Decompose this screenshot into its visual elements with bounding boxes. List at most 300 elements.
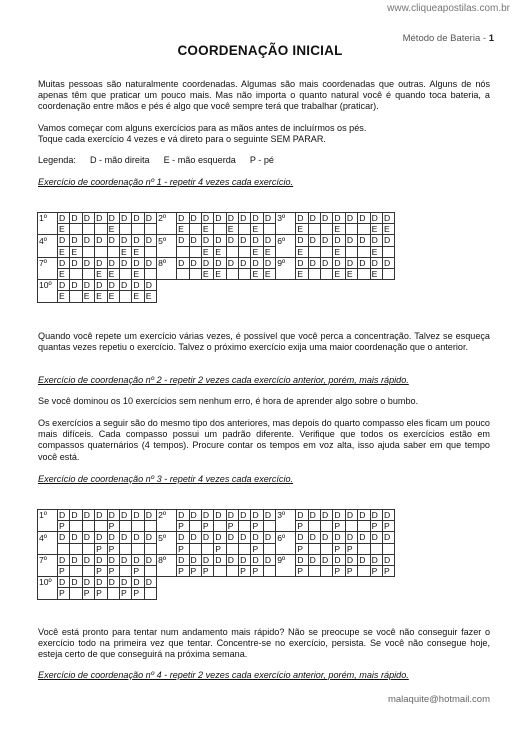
- exercise-number: 8º: [157, 554, 177, 565]
- accent-cell: [107, 246, 119, 257]
- accent-cell: [226, 246, 238, 257]
- accent-cell: [144, 588, 156, 599]
- grid-empty: [201, 577, 213, 588]
- exercise-number-cell: [38, 543, 58, 554]
- accent-cell: [189, 224, 201, 235]
- exercise-number: 5º: [157, 532, 177, 543]
- exercise-number-cell: [276, 268, 296, 279]
- hand-cell: D: [263, 510, 275, 521]
- exercise-number-cell: [157, 268, 177, 279]
- legend-e: E - mão esquerda: [163, 155, 236, 165]
- hand-cell: D: [251, 257, 263, 268]
- hand-cell: D: [308, 235, 320, 246]
- hand-cell: D: [177, 257, 189, 268]
- accent-cell: P: [58, 521, 70, 532]
- exercise-number: 2º: [157, 510, 177, 521]
- grid-empty: [321, 577, 333, 588]
- grid-empty: [276, 588, 296, 599]
- grid-empty: [370, 291, 382, 302]
- start-line-1: Vamos começar com alguns exercícios para as mãos antes de incluírmos os pés.: [38, 123, 367, 133]
- accent-cell: [382, 246, 394, 257]
- hand-cell: D: [58, 257, 70, 268]
- hand-cell: D: [119, 280, 131, 291]
- accent-cell: P: [132, 565, 144, 576]
- hand-cell: D: [308, 532, 320, 543]
- accent-cell: [177, 246, 189, 257]
- accent-cell: P: [58, 565, 70, 576]
- hand-cell: D: [95, 280, 107, 291]
- page-title: COORDENAÇÃO INICIAL: [177, 43, 343, 58]
- accent-cell: E: [382, 224, 394, 235]
- accent-cell: [226, 268, 238, 279]
- accent-cell: [189, 246, 201, 257]
- exercise-number: 8º: [157, 257, 177, 268]
- hand-cell: D: [382, 213, 394, 224]
- accent-cell: P: [333, 521, 345, 532]
- grid-empty: [333, 280, 345, 291]
- accent-cell: E: [132, 291, 144, 302]
- accent-cell: E: [201, 268, 213, 279]
- exercise-number-cell: [38, 521, 58, 532]
- grid-empty: [382, 588, 394, 599]
- grid-empty: [226, 588, 238, 599]
- accent-cell: [70, 224, 82, 235]
- hand-cell: D: [358, 510, 370, 521]
- hand-cell: D: [333, 257, 345, 268]
- grid-empty: [370, 280, 382, 291]
- grid-empty: [382, 280, 394, 291]
- hand-cell: D: [119, 510, 131, 521]
- grid-empty: [358, 577, 370, 588]
- hand-cell: D: [82, 577, 94, 588]
- exercise-1-title: Exercício de coordenação nº 1 - repetir 4 vezes cada exercício.: [38, 177, 294, 187]
- grid-empty: [321, 291, 333, 302]
- site-url: www.cliqueapostilas.com.br: [387, 3, 510, 14]
- hand-cell: D: [58, 235, 70, 246]
- grid-empty: [263, 577, 275, 588]
- exercise-number: 3º: [276, 510, 296, 521]
- hand-cell: D: [95, 235, 107, 246]
- hand-cell: D: [201, 235, 213, 246]
- exercise-number-cell: [157, 565, 177, 576]
- accent-cell: E: [58, 224, 70, 235]
- accent-cell: E: [58, 291, 70, 302]
- accent-cell: [70, 291, 82, 302]
- grid-empty: [157, 291, 177, 302]
- hand-cell: D: [201, 257, 213, 268]
- exercise-number: 1º: [38, 213, 58, 224]
- hand-cell: D: [119, 213, 131, 224]
- exercise-number-cell: [276, 543, 296, 554]
- hand-cell: D: [321, 510, 333, 521]
- hand-cell: D: [263, 532, 275, 543]
- exercise-number: 7º: [38, 257, 58, 268]
- grid-empty: [345, 588, 357, 599]
- hand-cell: D: [144, 213, 156, 224]
- hand-cell: D: [70, 235, 82, 246]
- grid-empty: [333, 577, 345, 588]
- accent-cell: E: [296, 224, 308, 235]
- exercise-number-cell: [38, 246, 58, 257]
- accent-cell: P: [251, 565, 263, 576]
- accent-cell: P: [82, 588, 94, 599]
- accent-cell: P: [177, 565, 189, 576]
- accent-cell: [358, 521, 370, 532]
- grid-empty: [214, 588, 226, 599]
- accent-cell: [70, 521, 82, 532]
- accent-cell: [382, 268, 394, 279]
- accent-cell: [119, 543, 131, 554]
- hand-cell: D: [239, 257, 251, 268]
- hand-cell: D: [119, 257, 131, 268]
- accent-cell: P: [333, 565, 345, 576]
- accent-cell: [226, 543, 238, 554]
- grid-empty: [296, 291, 308, 302]
- accent-cell: P: [95, 588, 107, 599]
- grid-empty: [276, 577, 296, 588]
- exercise-number-cell: [38, 291, 58, 302]
- hand-cell: D: [263, 257, 275, 268]
- grid-empty: [333, 588, 345, 599]
- accent-cell: E: [214, 246, 226, 257]
- grid-empty: [239, 280, 251, 291]
- hand-cell: D: [239, 235, 251, 246]
- exercise-number-cell: [38, 224, 58, 235]
- hand-cell: D: [358, 554, 370, 565]
- hand-cell: D: [58, 213, 70, 224]
- accent-cell: E: [333, 224, 345, 235]
- exercise-number: 6º: [276, 235, 296, 246]
- grid-empty: [157, 588, 177, 599]
- hand-cell: D: [296, 554, 308, 565]
- accent-cell: [308, 565, 320, 576]
- hand-cell: D: [321, 257, 333, 268]
- grid-empty: [251, 588, 263, 599]
- accent-cell: [82, 246, 94, 257]
- accent-cell: [263, 224, 275, 235]
- accent-cell: [345, 246, 357, 257]
- hand-cell: D: [263, 213, 275, 224]
- accent-cell: E: [95, 268, 107, 279]
- exercise-4-title: Exercício de coordenação nº 4 - repetir 2 vezes cada exercício anterior, porém, mais rápido.: [38, 670, 409, 680]
- accent-cell: [119, 565, 131, 576]
- accent-cell: [239, 224, 251, 235]
- grid-empty: [358, 588, 370, 599]
- hand-cell: D: [82, 510, 94, 521]
- hand-cell: D: [333, 235, 345, 246]
- hand-cell: D: [370, 510, 382, 521]
- accent-cell: E: [251, 224, 263, 235]
- exercise-number-cell: [157, 224, 177, 235]
- accent-cell: E: [95, 291, 107, 302]
- accent-cell: [358, 565, 370, 576]
- grid-empty: [201, 588, 213, 599]
- hand-cell: D: [333, 532, 345, 543]
- accent-cell: P: [119, 588, 131, 599]
- grid-empty: [239, 588, 251, 599]
- hand-cell: D: [95, 213, 107, 224]
- accent-cell: [308, 543, 320, 554]
- grid-empty: [321, 280, 333, 291]
- accent-cell: [144, 565, 156, 576]
- hand-cell: D: [296, 532, 308, 543]
- accent-cell: [370, 543, 382, 554]
- grid-empty: [177, 577, 189, 588]
- exercise-number-cell: [276, 246, 296, 257]
- exercise-number-cell: [38, 565, 58, 576]
- grid-empty: [214, 577, 226, 588]
- exercise-number: 4º: [38, 235, 58, 246]
- page-number: 1: [488, 33, 494, 44]
- accent-cell: [226, 565, 238, 576]
- hand-cell: D: [144, 257, 156, 268]
- hand-cell: D: [70, 577, 82, 588]
- accent-cell: [107, 588, 119, 599]
- grid-empty: [157, 577, 177, 588]
- mastered-paragraph: Se você dominou os 10 exercícios sem nenhum erro, é hora de aprender algo sobre o bumbo.: [38, 396, 419, 406]
- hand-cell: D: [107, 280, 119, 291]
- accent-cell: P: [251, 543, 263, 554]
- hand-cell: D: [321, 554, 333, 565]
- accent-cell: E: [263, 268, 275, 279]
- accent-cell: P: [95, 565, 107, 576]
- accent-cell: P: [58, 588, 70, 599]
- accent-cell: P: [177, 543, 189, 554]
- accent-cell: E: [251, 268, 263, 279]
- grid-empty: [296, 280, 308, 291]
- exercise-number-cell: [276, 224, 296, 235]
- exercise-number: 7º: [38, 554, 58, 565]
- hand-cell: D: [82, 213, 94, 224]
- hand-cell: D: [132, 280, 144, 291]
- hand-cell: D: [144, 532, 156, 543]
- hand-cell: D: [321, 532, 333, 543]
- accent-cell: E: [226, 224, 238, 235]
- accent-cell: [189, 543, 201, 554]
- accent-cell: [321, 246, 333, 257]
- grid-empty: [214, 280, 226, 291]
- hand-cell: D: [177, 510, 189, 521]
- legend: [38, 155, 490, 166]
- hand-cell: D: [177, 213, 189, 224]
- exercise-number-cell: [157, 521, 177, 532]
- intro-paragraph: Muitas pessoas são naturalmente coordenadas. Algumas são mais coordenadas que outras. Alguns de nós apenas têm que praticar um pouco mais. Mas não importa o quanto natural você é quando toca bateria, a coordenação entre mãos e pés é algo que você sempre terá que trabalhar (praticar).: [38, 79, 490, 112]
- hand-cell: D: [177, 235, 189, 246]
- concentration-paragraph: Quando você repete um exercício várias vezes, é possível que você perca a concentração. Talvez se esqueça quantas vezes repetiu o exercício. Talvez o próximo exercício exija uma maior coordenação que o anterior.: [38, 331, 490, 353]
- hand-cell: D: [201, 213, 213, 224]
- accent-cell: [132, 224, 144, 235]
- accent-cell: [144, 224, 156, 235]
- accent-cell: E: [107, 268, 119, 279]
- exercise-number-cell: [276, 565, 296, 576]
- grid-empty: [157, 280, 177, 291]
- hand-cell: D: [358, 213, 370, 224]
- hand-cell: D: [70, 510, 82, 521]
- accent-cell: P: [239, 565, 251, 576]
- exercise-number-cell: [276, 521, 296, 532]
- start-line-2: Toque cada exercício 4 vezes e vá direto para o seguinte SEM PARAR.: [38, 134, 326, 144]
- hand-cell: D: [226, 532, 238, 543]
- hand-cell: D: [58, 280, 70, 291]
- hand-cell: D: [296, 213, 308, 224]
- accent-cell: [239, 543, 251, 554]
- grid-empty: [201, 280, 213, 291]
- legend-label: Legenda:: [38, 155, 76, 165]
- accent-cell: [345, 521, 357, 532]
- accent-cell: P: [370, 565, 382, 576]
- accent-cell: P: [107, 565, 119, 576]
- exercise-number: 3º: [276, 213, 296, 224]
- accent-cell: [358, 543, 370, 554]
- hand-cell: D: [70, 554, 82, 565]
- hand-cell: D: [82, 554, 94, 565]
- hand-cell: D: [132, 213, 144, 224]
- accent-cell: [308, 224, 320, 235]
- accent-cell: P: [345, 543, 357, 554]
- accent-cell: [119, 521, 131, 532]
- hand-cell: D: [70, 280, 82, 291]
- grid-empty: [333, 291, 345, 302]
- hand-cell: D: [251, 532, 263, 543]
- grid-empty: [251, 280, 263, 291]
- accent-cell: E: [132, 246, 144, 257]
- hand-cell: D: [321, 213, 333, 224]
- accent-cell: [119, 291, 131, 302]
- hand-cell: D: [251, 554, 263, 565]
- grid-empty: [251, 291, 263, 302]
- grid-empty: [296, 577, 308, 588]
- accent-cell: E: [345, 268, 357, 279]
- hand-cell: D: [107, 532, 119, 543]
- accent-cell: [82, 224, 94, 235]
- hand-cell: D: [226, 510, 238, 521]
- hand-cell: D: [345, 213, 357, 224]
- hand-cell: D: [95, 554, 107, 565]
- legend-d: D - mão direita: [89, 155, 150, 165]
- exercise-number: 10º: [38, 577, 58, 588]
- accent-cell: [95, 521, 107, 532]
- exercise-number: 6º: [276, 532, 296, 543]
- exercise-number: 9º: [276, 257, 296, 268]
- accent-cell: [321, 224, 333, 235]
- hand-cell: D: [333, 554, 345, 565]
- hand-cell: D: [214, 554, 226, 565]
- hand-cell: D: [296, 510, 308, 521]
- exercise-2-title: Exercício de coordenação nº 2 - repetir 2 vezes cada exercício anterior, porém, mais rápido.: [38, 375, 409, 385]
- grid-empty: [201, 291, 213, 302]
- hand-cell: D: [382, 235, 394, 246]
- hand-cell: D: [95, 532, 107, 543]
- accent-cell: E: [58, 246, 70, 257]
- exercise-number: 1º: [38, 510, 58, 521]
- hand-cell: D: [239, 510, 251, 521]
- accent-cell: [95, 224, 107, 235]
- hand-cell: D: [382, 257, 394, 268]
- hand-cell: D: [251, 235, 263, 246]
- accent-cell: [345, 224, 357, 235]
- hand-cell: D: [239, 554, 251, 565]
- hand-cell: D: [82, 532, 94, 543]
- accent-cell: P: [132, 588, 144, 599]
- hand-cell: D: [144, 235, 156, 246]
- accent-cell: P: [214, 543, 226, 554]
- hand-cell: D: [345, 257, 357, 268]
- hand-cell: D: [382, 510, 394, 521]
- exercise-number: 9º: [276, 554, 296, 565]
- hand-cell: D: [296, 257, 308, 268]
- accent-cell: E: [333, 246, 345, 257]
- accent-cell: E: [70, 246, 82, 257]
- hand-cell: D: [345, 235, 357, 246]
- accent-cell: P: [296, 543, 308, 554]
- accent-cell: [214, 224, 226, 235]
- accent-cell: [144, 521, 156, 532]
- hand-cell: D: [251, 213, 263, 224]
- method-label: Método de Bateria: [402, 33, 481, 44]
- hand-cell: D: [226, 213, 238, 224]
- hand-cell: D: [370, 532, 382, 543]
- accent-cell: [70, 565, 82, 576]
- grid-empty: [189, 588, 201, 599]
- accent-cell: E: [58, 268, 70, 279]
- hand-cell: D: [189, 257, 201, 268]
- hand-cell: D: [144, 577, 156, 588]
- accent-cell: [214, 521, 226, 532]
- accent-cell: [263, 543, 275, 554]
- grid-empty: [251, 577, 263, 588]
- hand-cell: D: [308, 257, 320, 268]
- hand-cell: D: [189, 235, 201, 246]
- hand-cell: D: [70, 532, 82, 543]
- faster-paragraph: Você está pronto para tentar num andamento mais rápido? Não se preocupe se você não conseguir fazer o exercício todo na primeira vez que tentar. Concentre-se no exercício, persista. Se você não consegue hoje, esteja certo de que conseguirá na próxima semana.: [38, 627, 490, 660]
- exercise-1-grid: [37, 212, 395, 303]
- grid-empty: [308, 291, 320, 302]
- accent-cell: E: [107, 224, 119, 235]
- accent-cell: [263, 565, 275, 576]
- accent-cell: [308, 521, 320, 532]
- hand-cell: D: [58, 510, 70, 521]
- hand-cell: D: [107, 235, 119, 246]
- hand-cell: D: [58, 577, 70, 588]
- exercise-number-cell: [38, 268, 58, 279]
- grid-empty: [358, 291, 370, 302]
- accent-cell: [119, 268, 131, 279]
- accent-cell: [189, 268, 201, 279]
- accent-cell: [358, 246, 370, 257]
- grid-empty: [345, 291, 357, 302]
- hand-cell: D: [370, 213, 382, 224]
- hand-cell: D: [82, 235, 94, 246]
- accent-cell: [321, 268, 333, 279]
- hand-cell: D: [333, 213, 345, 224]
- accent-cell: [321, 543, 333, 554]
- hand-cell: D: [296, 235, 308, 246]
- accent-cell: [132, 521, 144, 532]
- accent-cell: [239, 246, 251, 257]
- grid-empty: [177, 588, 189, 599]
- accent-cell: [308, 246, 320, 257]
- hand-cell: D: [189, 510, 201, 521]
- accent-cell: E: [82, 291, 94, 302]
- hand-cell: D: [201, 510, 213, 521]
- accent-cell: E: [333, 268, 345, 279]
- accent-cell: E: [201, 246, 213, 257]
- grid-empty: [276, 280, 296, 291]
- accent-cell: [201, 543, 213, 554]
- accent-cell: P: [226, 521, 238, 532]
- grid-empty: [239, 577, 251, 588]
- hand-cell: D: [144, 554, 156, 565]
